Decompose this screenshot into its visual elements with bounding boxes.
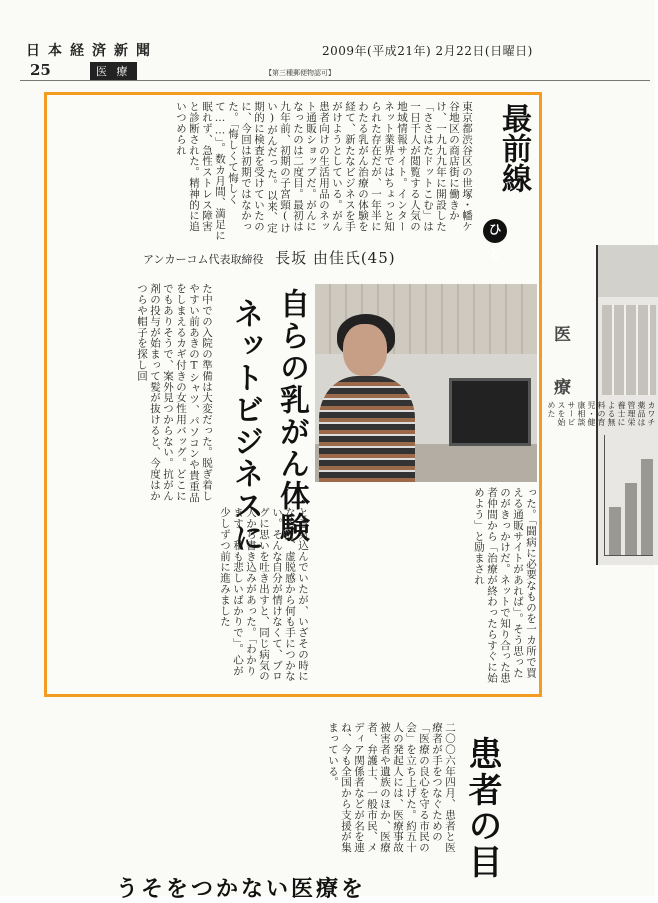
highlighted-article[interactable] [44, 92, 542, 697]
byline [143, 247, 396, 268]
section-tag: 医 療 [90, 62, 137, 80]
byline-name: 長坂 由佳氏(45) [275, 249, 396, 267]
article-body-mid: と意気込んでいたが、いざその時になると、虚脱感から何も手につかない。そんな自分が情けなくて、ブログに思いを吐き出すと、同じ病気の人から書き込みがあった。「わかります。私も悲しいばかりで」。心が少しずつ前に進みました [219, 507, 309, 682]
portrait-photo [315, 284, 537, 482]
article-body-right: った。「闘病に必要なものを一カ所で買える通販サイトがあれば」。そう思ったのがきっかけだ。ネットで知り合った患者仲間から「治療が終わったらすぐに始めよう」と励まされ [473, 487, 537, 684]
header-rule [20, 80, 650, 81]
kicker: 最前線 [496, 103, 531, 193]
ad-chart-bar [625, 483, 637, 555]
page-number: 25 [30, 61, 51, 79]
approval-note: 【第三種郵便物認可】 [265, 69, 335, 77]
ad-product-shelf [602, 305, 656, 395]
article-body-top: 東京都渋谷区の世塚・幡ケ谷地区の商店街に働きかけ、一九九九年に開設した「ささはたドットこむ」は一日千人が閲覧する人気の地域情報サイト。インターネット業界ではちょっと知られた存在だが、一年半にわたる乳がん治療の体験を経て、新たなビジネスを手がけようとしている。がん患者向けの生活用品のネット通販ショップだ。がんになったのは二度目。最初は九年前、初期の子宮頸(けい)がんだった。以来、定期的に検査を受けていたのに、今回は初期ではなかった。「悔しくて悔しくて……」。数カ月間、満足に眠れず、急性ストレス障害と診断された。精神的に追いつめられ [175, 101, 473, 241]
headline-primary: 自らの乳がん体験 [274, 288, 309, 544]
headline-secondary: ネットビジネスに [228, 298, 263, 554]
kicker-sub: ひと [483, 219, 507, 243]
bottom-column-body: 二〇〇六年四月、患者と医療者が手をつなぐための「医療の良心を守る市民の会」を立ち上げた。約五十人の発起人には、医療事故被害者や遺族のほか、医療者、弁護士、一般市民、メディア関係者などが名を連ね、今も全国から支援が集まっている。 [327, 722, 456, 853]
ad-text: カワチ薬品は管理栄養士による無料の育児・健康相談サービスを始めた [547, 401, 656, 427]
bottom-headline: うそをつかない医療を [116, 876, 367, 902]
ad-chart-bar [609, 507, 621, 555]
ad-chart [604, 435, 653, 556]
ad-banner [598, 245, 658, 297]
byline-title: アンカーコム代表取締役 [143, 253, 264, 266]
dateline: 2009年(平成21年) 2月22日(日曜日) [322, 44, 533, 58]
photo-face [343, 324, 387, 376]
article-body-left: た中での入院の準備は大変だった。脱ぎ着しやすい前あきのTシャツ、パソコンや貴重品をしまえるカギ付きの女性用バッグ。どこにでもありそうで、案外見つからない。抗がん剤の投与が始まって髪が抜けると、今度はかつらや帽子を探し回 [136, 283, 213, 503]
column-heading-patients: 患者の目 [462, 736, 502, 880]
side-section-heading: 医 療 [550, 325, 570, 403]
ad-chart-bar [641, 459, 653, 555]
masthead: 日本経済新聞 [26, 43, 158, 59]
photo-body [319, 376, 415, 482]
photo-monitor [449, 378, 531, 446]
